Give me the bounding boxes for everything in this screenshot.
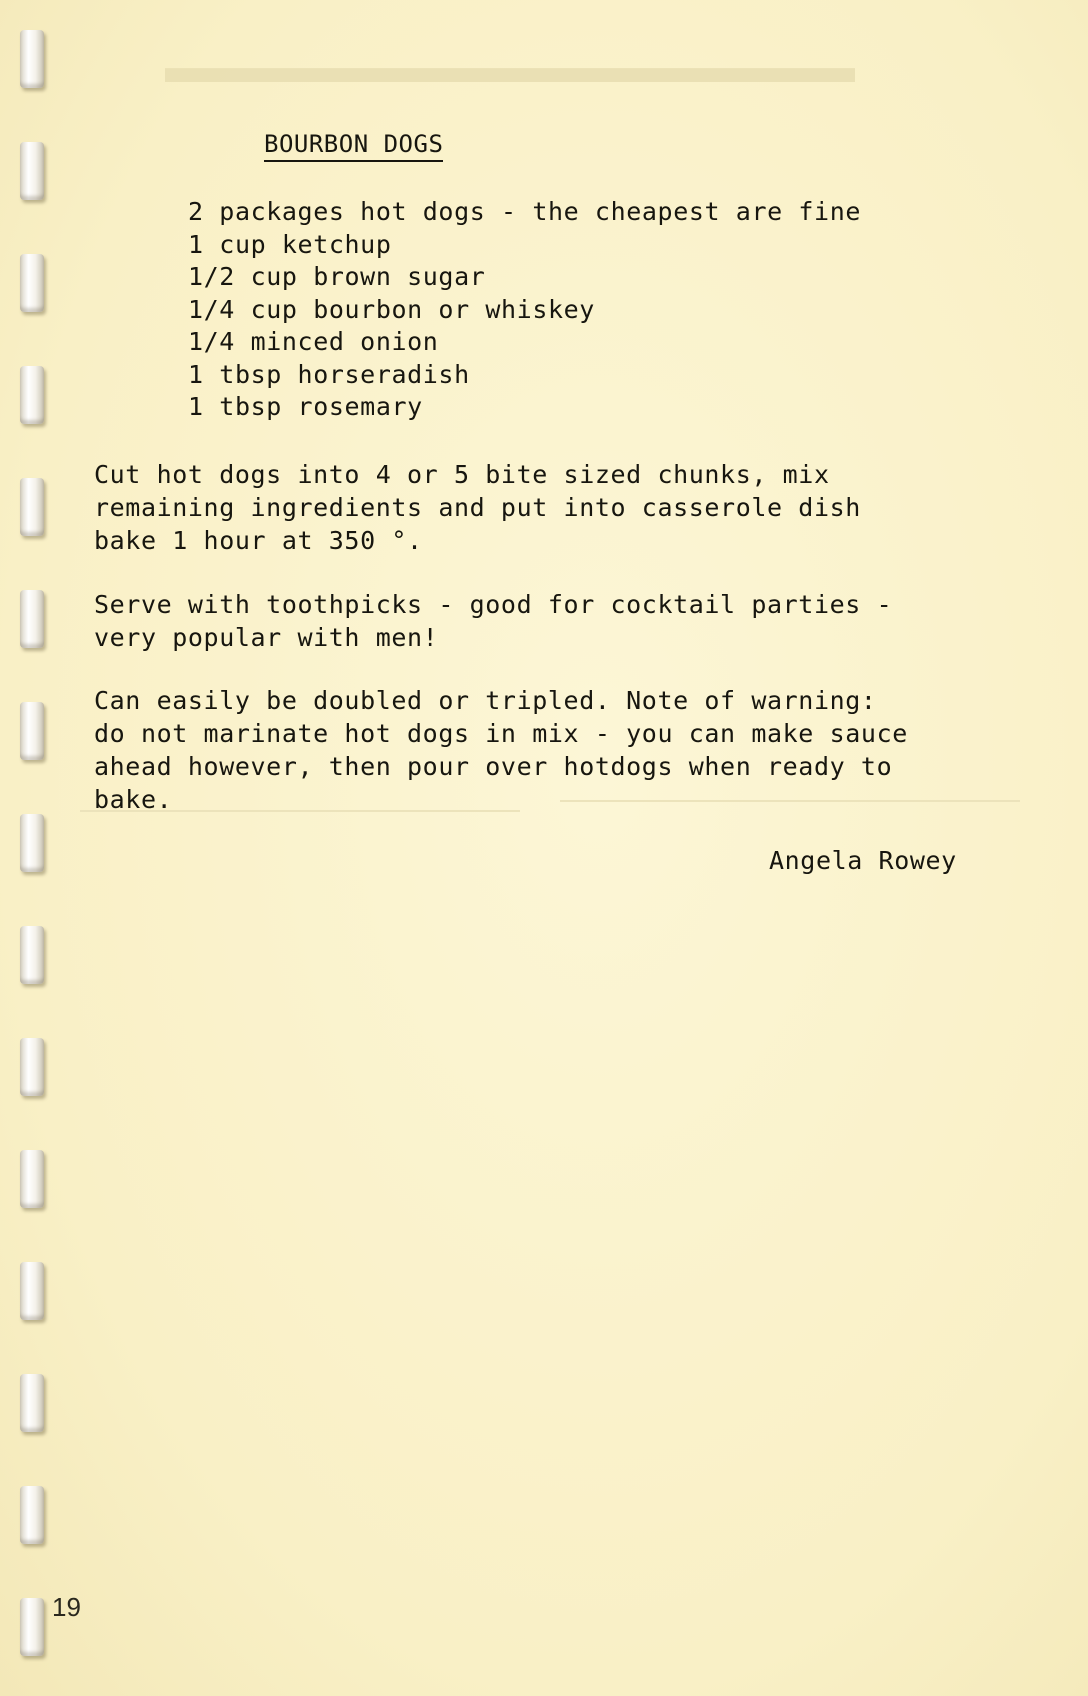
binding-hole bbox=[20, 30, 44, 88]
recipe-title: BOURBON DOGS bbox=[264, 130, 443, 162]
serving-line: Serve with toothpicks - good for cocktail parties - bbox=[94, 590, 893, 619]
note-paragraph bbox=[94, 684, 908, 816]
binding-hole bbox=[20, 478, 44, 536]
spiral-binding bbox=[20, 0, 50, 1696]
binding-hole bbox=[20, 1262, 44, 1320]
note-line: bake. bbox=[94, 785, 173, 814]
bleed-through-heading: ▬▬▬▬▬▬▬▬▬▬▬▬▬▬▬ bbox=[165, 41, 855, 92]
serving-paragraph bbox=[94, 588, 892, 654]
binding-hole bbox=[20, 590, 44, 648]
binding-hole bbox=[20, 142, 44, 200]
instructions-paragraph bbox=[94, 458, 861, 557]
ingredient-item: 1 tbsp rosemary bbox=[188, 392, 423, 421]
binding-hole bbox=[20, 1374, 44, 1432]
binding-hole bbox=[20, 1038, 44, 1096]
instructions-line: bake 1 hour at 350 °. bbox=[94, 526, 423, 555]
page-number: 19 bbox=[52, 1592, 81, 1622]
note-line: do not marinate hot dogs in mix - you can make sauce bbox=[94, 719, 908, 748]
binding-hole bbox=[20, 254, 44, 312]
binding-hole bbox=[20, 926, 44, 984]
binding-hole bbox=[20, 1150, 44, 1208]
note-line: ahead however, then pour over hotdogs when ready to bbox=[94, 752, 893, 781]
ingredient-item: 1 tbsp horseradish bbox=[188, 359, 470, 389]
instructions-line: Cut hot dogs into 4 or 5 bite sized chunks, mix bbox=[94, 460, 830, 489]
ingredient-item: 2 packages hot dogs - the cheapest are fine bbox=[188, 197, 862, 226]
binding-hole bbox=[20, 814, 44, 872]
ingredient-item: 1/4 cup bourbon or whiskey bbox=[188, 294, 595, 324]
instructions-line: remaining ingredients and put into casserole dish bbox=[94, 493, 861, 522]
binding-hole bbox=[20, 366, 44, 424]
binding-hole bbox=[20, 702, 44, 760]
ingredient-item: 1/2 cup brown sugar bbox=[188, 262, 486, 291]
binding-hole bbox=[20, 1598, 44, 1656]
ingredient-item: 1/4 minced onion bbox=[188, 327, 439, 356]
serving-line: very popular with men! bbox=[94, 623, 439, 652]
recipe-author: Angela Rowey bbox=[769, 846, 957, 875]
note-line: Can easily be doubled or tripled. Note of warning: bbox=[94, 686, 877, 715]
binding-hole bbox=[20, 1486, 44, 1544]
ingredient-list bbox=[188, 196, 861, 424]
ingredient-item: 1 cup ketchup bbox=[188, 229, 392, 259]
